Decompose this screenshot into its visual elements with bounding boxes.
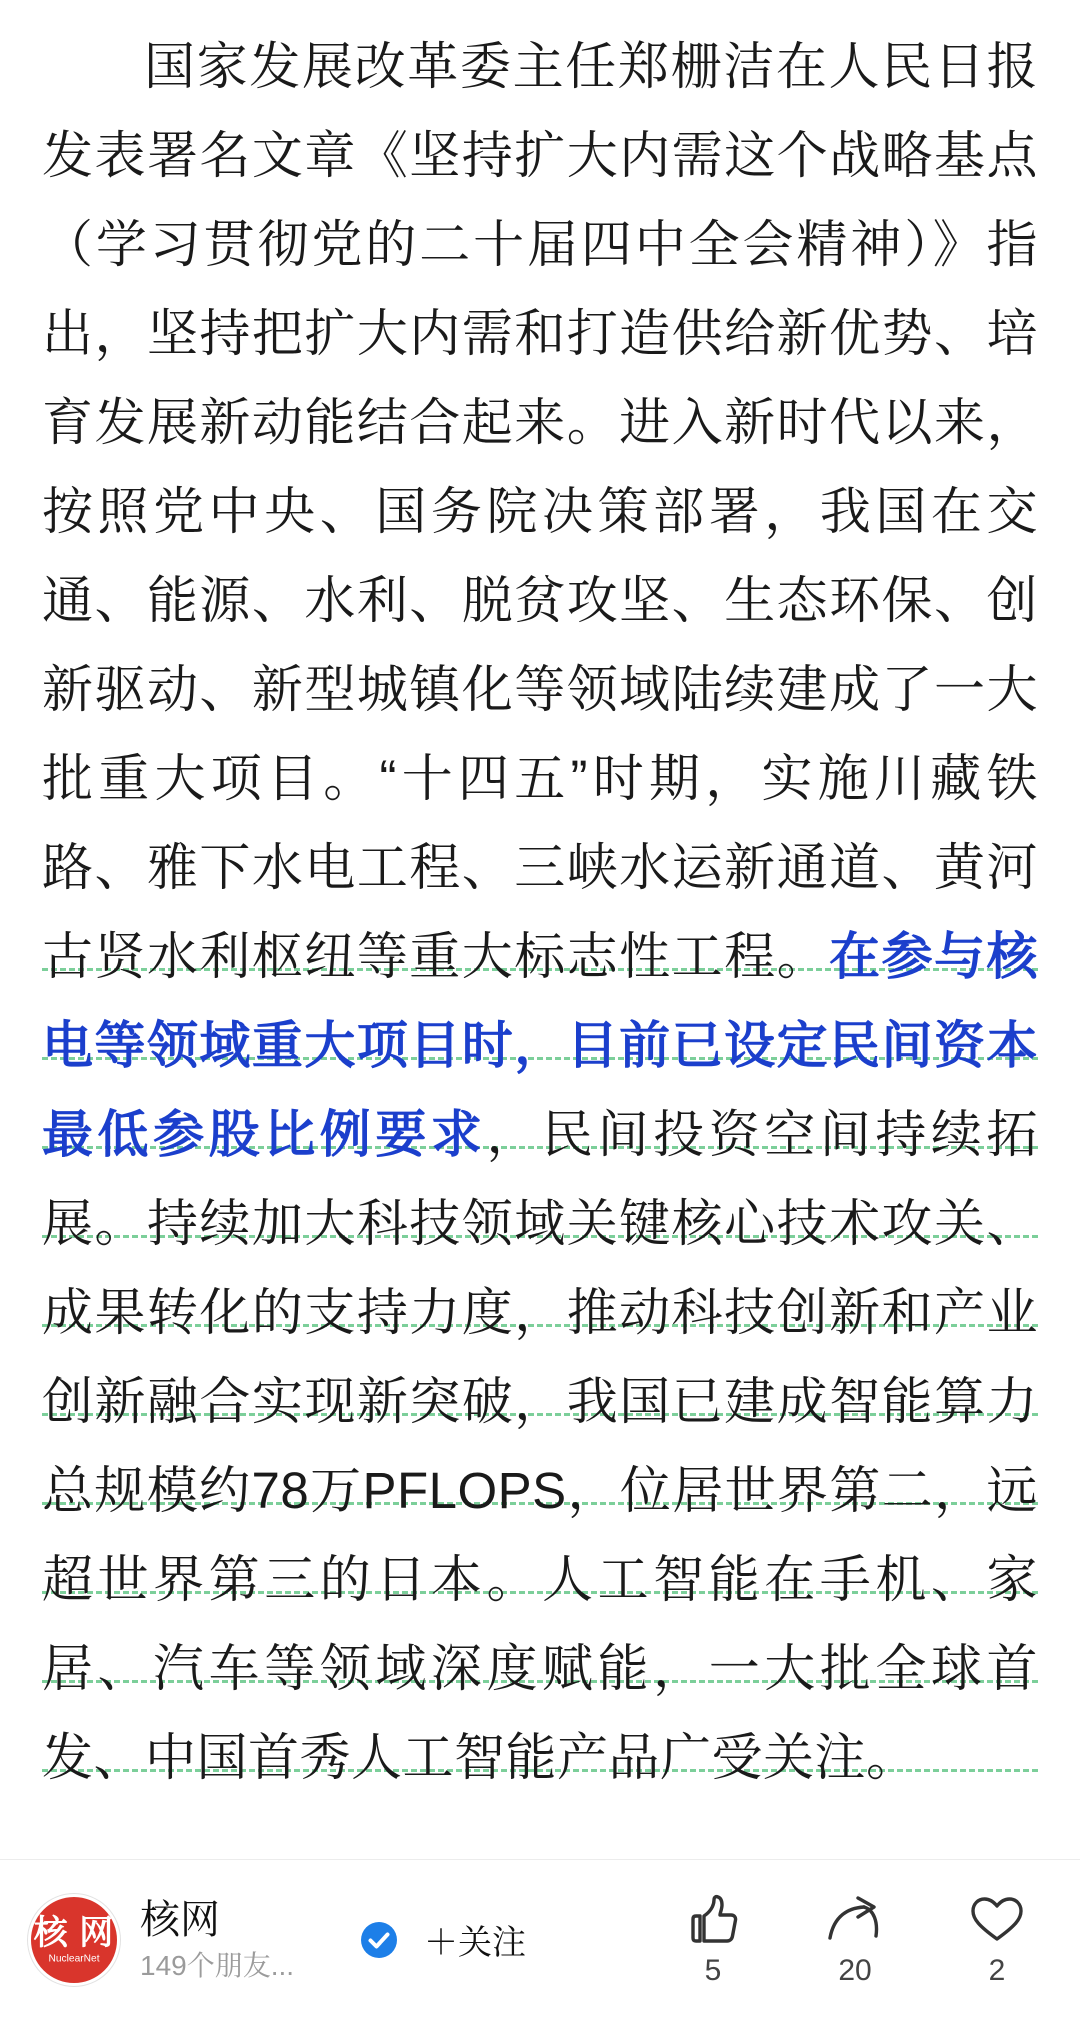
- article-text-segment-1: 国家发展改革委主任郑栅洁在人民日报发表署名文章《坚持扩大内需这个战略基点（学习贯彻党的二十届四中全会精神）》指出，坚持把扩大内需和打造供给新优势、培育发展新动能结合起来。进入新时代以来，按照党中央、国务院决策部署，我国在交通、能源、水利、脱贫攻坚、生态环保、创新驱动、新型城镇化等领域陆续建成了一大批重大项目。“十四五”时期，实施川藏铁路、雅下水电工程、三峡水运新通道、黄河古贤水利枢纽等重大标志性工程。: [42, 38, 1038, 985]
- share-count: 20: [838, 1953, 872, 1987]
- article-paragraph: [42, 22, 1038, 1802]
- avatar[interactable]: [28, 1894, 120, 1986]
- account-friends-label: 149个朋友...: [140, 1949, 295, 1981]
- favorite-button[interactable]: [954, 1892, 1040, 1988]
- avatar-main-text: 核 网: [33, 1913, 115, 1952]
- account-info[interactable]: [140, 1896, 350, 1984]
- heart-icon: [967, 1892, 1027, 1948]
- thumbs-up-icon: [684, 1892, 742, 1948]
- like-count: 5: [704, 1953, 722, 1987]
- article-highlighted-segment: 在参与核电等领域重大项目时，目前已设定民间资本最低参股比例要求: [42, 928, 1038, 1163]
- avatar-sub-text: NuclearNet: [48, 1951, 100, 1964]
- like-button[interactable]: [670, 1892, 756, 1988]
- verified-badge-icon: [360, 1921, 398, 1959]
- favorite-count: 2: [988, 1953, 1006, 1987]
- bottom-action-bar: [0, 1859, 1080, 2019]
- share-button[interactable]: [812, 1892, 898, 1988]
- action-buttons: [670, 1892, 1052, 1988]
- article-text-segment-2: ，民间投资空间持续拓展。持续加大科技领域关键核心技术攻关、成果转化的支持力度，推动科技创新和产业创新融合实现新突破，我国已建成智能算力总规模约78万PFLOPS，位居世界第二，远超世界第三的日本。人工智能在手机、家居、汽车等领域深度赋能，一大批全球首发、中国首秀人工智能产品广受关注。: [42, 1106, 1038, 1786]
- share-arrow-icon: [824, 1892, 886, 1948]
- follow-button[interactable]: ＋关注: [424, 1924, 526, 1962]
- account-name: 核网: [140, 1897, 220, 1942]
